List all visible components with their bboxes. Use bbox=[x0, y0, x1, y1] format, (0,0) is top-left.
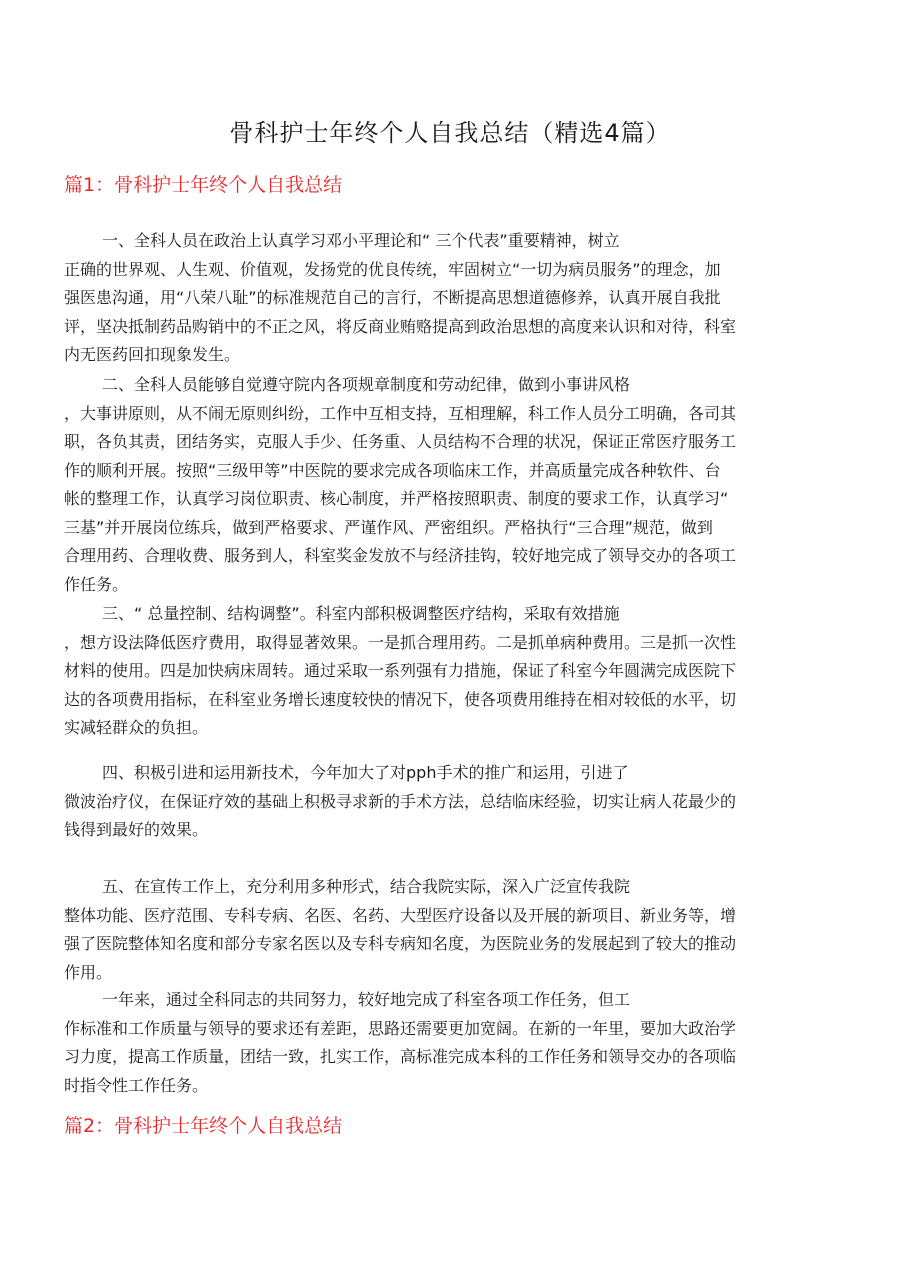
paragraph-line: 习力度，提高工作质量，团结一致，扎实工作，高标准完成本科的工作任务和领导交办的各项临 bbox=[64, 1047, 737, 1066]
paragraph-line: 一、全科人员在政治上认真学习邓小平理论和“ 三个代表”重要精神，树立 bbox=[102, 231, 620, 250]
paragraph-line: 职，各负其责，团结务实，克服人手少、任务重、人员结构不合理的状况，保证正常医疗服务工 bbox=[64, 432, 737, 451]
paragraph-line: 三、“ 总量控制、结构调整”。科室内部积极调整医疗结构，采取有效措施 bbox=[102, 604, 620, 623]
paragraph-line: 钱得到最好的效果。 bbox=[64, 820, 209, 839]
paragraph-line: ，想方设法降低医疗费用，取得显著效果。一是抓合理用药。二是抓单病种费用。三是抓一次性 bbox=[64, 632, 737, 652]
paragraph-line: 二、全科人员能够自觉遵守院内各项规章制度和劳动纪律，做到小事讲风格 bbox=[102, 375, 631, 394]
paragraph-line: 作任务。 bbox=[64, 574, 129, 594]
paragraph-line: 评，坚决抵制药品购销中的不正之风，将反商业贿赂提高到政治思想的高度来认识和对待，科室 bbox=[64, 316, 737, 336]
paragraph-line: 一年来，通过全科同志的共同努力，较好地完成了科室各项工作任务，但工 bbox=[102, 990, 631, 1009]
paragraph-line: 时指令性工作任务。 bbox=[64, 1075, 209, 1095]
paragraph-line: 内无医药回扣现象发生。 bbox=[64, 345, 241, 364]
paragraph-3 bbox=[64, 600, 844, 743]
section-heading-2: 篇2：骨科护士年终个人自我总结 bbox=[64, 1115, 343, 1137]
paragraph-line: 实减轻群众的负担。 bbox=[64, 718, 209, 737]
paragraph-line: 达的各项费用指标，在科室业务增长速度较快的情况下，使各项费用维持在相对较低的水平，切 bbox=[64, 689, 737, 709]
paragraph-5 bbox=[64, 873, 844, 987]
paragraph-line: 作用。 bbox=[64, 962, 113, 982]
paragraph-line: 作标准和工作质量与领导的要求还有差距，思路还需要更加宽阔。在新的一年里，要加大政治学 bbox=[64, 1018, 737, 1038]
paragraph-line: 四、积极引进和运用新技术，今年加大了对pph手术的推广和运用，引进了 bbox=[102, 763, 629, 782]
paragraph-1 bbox=[64, 227, 844, 370]
section-heading-1: 篇1：骨科护士年终个人自我总结 bbox=[64, 174, 343, 196]
paragraph-line: 正确的世界观、人生观、价值观，发扬党的优良传统，牢固树立“一切为病员服务”的理念，加 bbox=[64, 259, 721, 279]
paragraph-6 bbox=[64, 986, 844, 1100]
paragraph-line: 强了医院整体知名度和部分专家名医以及专科专病知名度，为医院业务的发展起到了较大的推动 bbox=[64, 934, 737, 953]
paragraph-line: 五、在宣传工作上，充分利用多种形式，结合我院实际，深入广泛宣传我院 bbox=[102, 877, 631, 896]
paragraph-line: ，大事讲原则，从不闹无原则纠纷，工作中互相支持，互相理解，科工作人员分工明确，各司其 bbox=[64, 403, 737, 423]
paragraph-line: 强医患沟通，用“八荣八耻”的标准规范自己的言行，不断提高思想道德修养，认真开展自我批 bbox=[64, 288, 721, 307]
paragraph-line: 微波治疗仪，在保证疗效的基础上积极寻求新的手术方法，总结临床经验，切实让病人花最少的 bbox=[64, 791, 737, 811]
paragraph-line: 三基”并开展岗位练兵，做到严格要求、严谨作风、严密组织。严格执行“三合理”规范，做到 bbox=[64, 517, 713, 537]
paragraph-2 bbox=[64, 371, 844, 599]
paragraph-line: 帐的整理工作，认真学习岗位职责、核心制度，并严格按照职责、制度的要求工作，认真学习“ bbox=[64, 489, 729, 508]
paragraph-line: 作的顺利开展。按照“三级甲等”中医院的要求完成各项临床工作，并高质量完成各种软件、台 bbox=[64, 460, 721, 480]
document-title: 骨科护士年终个人自我总结（精选4篇） bbox=[229, 119, 671, 147]
paragraph-line: 材料的使用。四是加快病床周转。通过采取一系列强有力措施，保证了科室今年圆满完成医院下 bbox=[64, 661, 737, 680]
paragraph-line: 合理用药、合理收费、服务到人，科室奖金发放不与经济挂钩，较好地完成了领导交办的各项工 bbox=[64, 546, 737, 565]
paragraph-4 bbox=[64, 759, 844, 845]
paragraph-line: 整体功能、医疗范围、专科专病、名医、名药、大型医疗设备以及开展的新项目、新业务等，增 bbox=[64, 905, 737, 925]
